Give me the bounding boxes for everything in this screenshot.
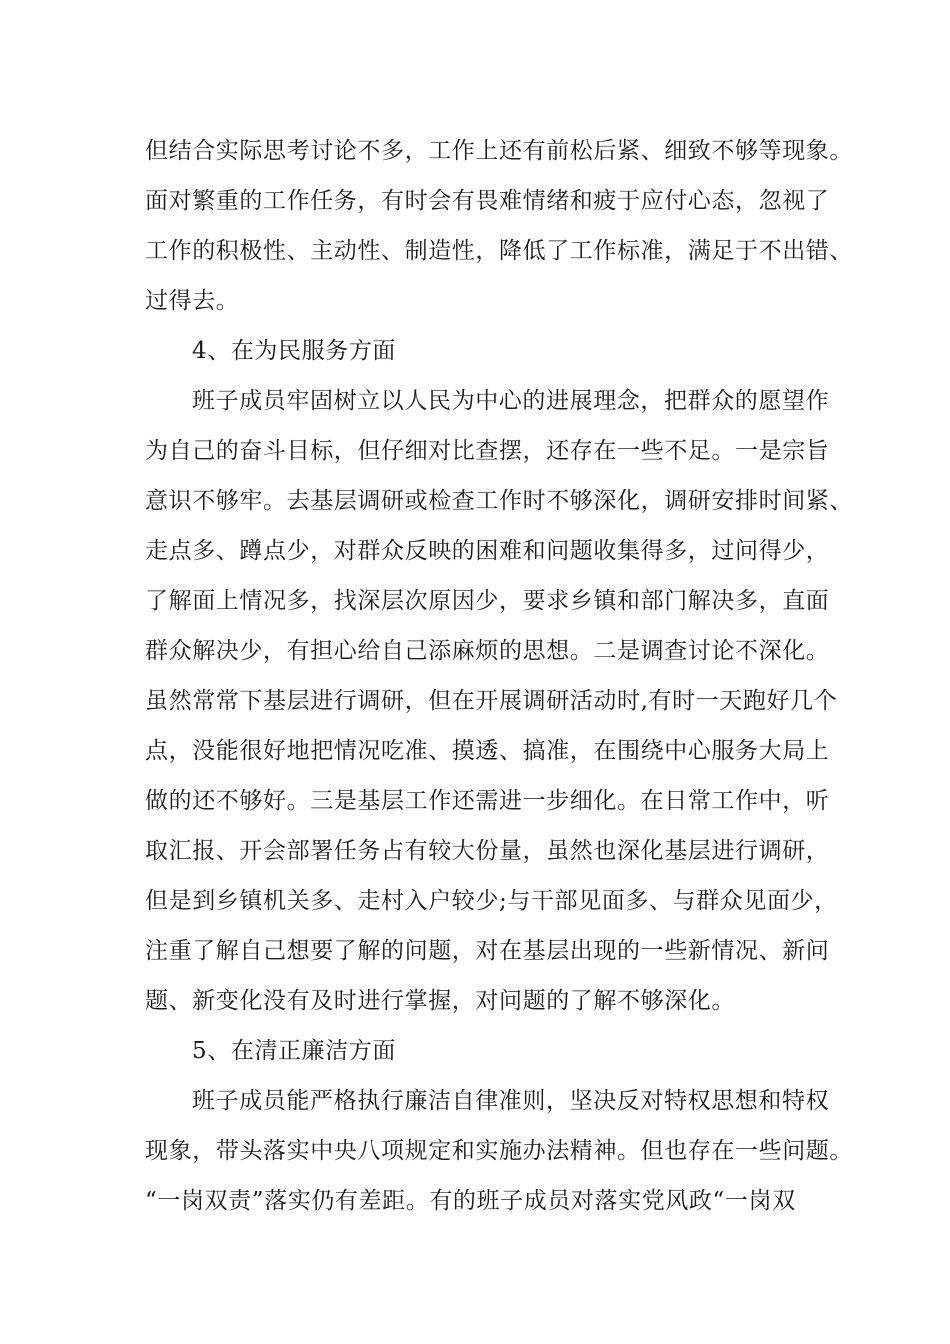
text-line: 但是到乡镇机关多、走村入户较少;与干部见面多、与群众见面少， <box>145 888 838 914</box>
text-line: 现象，带头落实中央八项规定和实施办法精神。但也存在一些问题。 <box>145 1138 853 1164</box>
text-line: “一岗双责”落实仍有差距。有的班子成员对落实党风政“一岗双 <box>145 1188 796 1214</box>
text-line: 做的还不够好。三是基层工作还需进一步细化。在日常工作中，听 <box>145 788 830 814</box>
text-line: 班子成员牢固树立以人民为中心的进展理念，把群众的愿望作 <box>192 388 830 414</box>
text-line: 了解面上情况多，找深层次原因少，要求乡镇和部门解决多，直面 <box>145 588 830 614</box>
section-heading: 4、在为民服务方面 <box>192 338 397 364</box>
text-line: 工作的积极性、主动性、制造性，降低了工作标准，满足于不出错、 <box>145 238 853 264</box>
text-line: 班子成员能严格执行廉洁自律准则，坚决反对特权思想和特权 <box>192 1088 830 1114</box>
text-line: 取汇报、开会部署任务占有较大份量，虽然也深化基层进行调研， <box>145 838 830 864</box>
text-line: 意识不够牢。去基层调研或检查工作时不够深化，调研安排时间紧、 <box>145 488 853 514</box>
text-line: 但结合实际思考讨论不多，工作上还有前松后紧、细致不够等现象。 <box>145 138 853 164</box>
text-line: 面对繁重的工作任务，有时会有畏难情绪和疲于应付心态，忽视了 <box>145 188 830 214</box>
section-heading: 5、在清正廉洁方面 <box>192 1038 397 1064</box>
text-line: 点，没能很好地把情况吃准、摸透、搞准，在围绕中心服务大局上 <box>145 738 830 764</box>
text-line: 题、新变化没有及时进行掌握，对问题的了解不够深化。 <box>145 988 735 1014</box>
text-line: 虽然常常下基层进行调研，但在开展调研活动时,有时一天跑好几个 <box>145 688 838 714</box>
text-line: 群众解决少，有担心给自己添麻烦的思想。二是调查讨论不深化。 <box>145 638 830 664</box>
text-line: 为自己的奋斗目标，但仔细对比查摆，还存在一些不足。一是宗旨 <box>145 438 830 464</box>
text-line: 走点多、蹲点少，对群众反映的困难和问题收集得多，过问得少， <box>145 538 830 564</box>
text-line: 过得去。 <box>145 288 240 314</box>
text-line: 注重了解自己想要了解的问题，对在基层出现的一些新情况、新问 <box>145 938 830 964</box>
